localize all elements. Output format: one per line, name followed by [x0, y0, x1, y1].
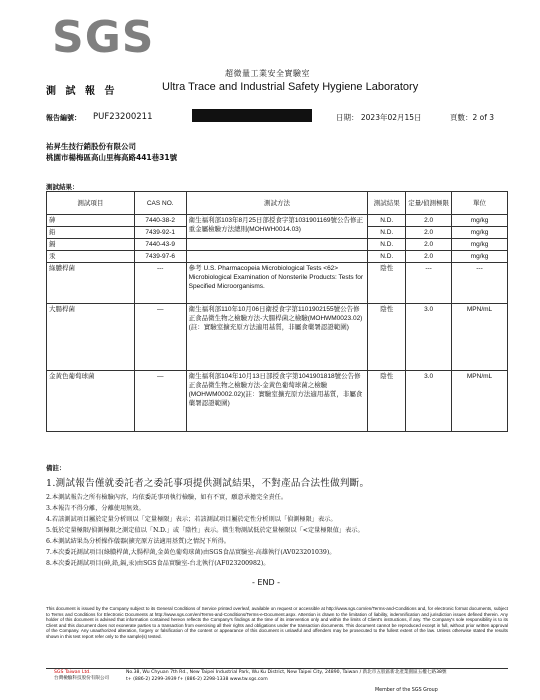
footer-brand-en: SGS Taiwan Ltd.	[54, 670, 91, 675]
col-header: 單位	[452, 192, 508, 215]
unit-cell: mg/kg	[452, 215, 508, 227]
note-item: 6.本測試結果為分析操作儀器(擴充原方法適用基質)之情況下所得。	[46, 538, 230, 545]
result-cell: N.D.	[368, 239, 406, 251]
footer-member: Member of the SGS Group	[375, 688, 438, 693]
item-cell: 綠膿桿菌	[47, 263, 135, 304]
note-main: 1.測試報告僅就委託者之委託事項提供測試結果，不對產品合法性做判斷。	[46, 478, 370, 489]
unit-cell: mg/kg	[452, 239, 508, 251]
cas-cell: ---	[134, 263, 186, 304]
report-no-label: 報告編號：	[46, 114, 81, 122]
table-row	[47, 239, 508, 251]
limit-cell: ---	[406, 263, 452, 304]
unit-cell: MPN/mL	[452, 304, 508, 371]
unit-cell: mg/kg	[452, 227, 508, 239]
report-no: PUF23200211	[93, 112, 153, 122]
company-name: 祐昇生技行銷股份有限公司	[46, 142, 136, 151]
barcode-bar	[192, 109, 312, 122]
cas-cell: 7440-38-2	[134, 215, 186, 227]
item-cell: 金黃色葡萄球菌	[47, 371, 135, 432]
company-address: 桃園市楊梅區高山里梅高路441巷31號	[46, 153, 178, 162]
item-cell: 砷	[47, 215, 135, 227]
end-mark: - END -	[252, 578, 281, 587]
cas-cell: 7439-92-1	[134, 227, 186, 239]
doc-title: 測 試 報 告	[46, 86, 118, 97]
cas-cell: 7439-97-6	[134, 251, 186, 263]
page-number: 頁數：2 of 3	[450, 113, 495, 122]
limit-cell: 2.0	[406, 227, 452, 239]
footer-contact: t+ (886-2) 2299-3939 f+ (886-2) 2298-1338 www.tw.sgs.com	[126, 677, 268, 682]
footer-brand-zh: 台灣檢驗科技股份有限公司	[54, 676, 110, 681]
limit-cell: 2.0	[406, 239, 452, 251]
limit-cell: 3.0	[406, 371, 452, 432]
method-cell-empty	[186, 251, 368, 263]
result-cell: N.D.	[368, 215, 406, 227]
unit-cell: mg/kg	[452, 251, 508, 263]
table-row	[47, 263, 508, 304]
note-item: 4.若該測試項目屬於定量分析則以「定量極限」表示；若該測試項目屬於定性分析則以「偵測極限」表示。	[46, 516, 337, 523]
footer-disclaimer: This document is issued by the Company subject to its General Conditions of Service printed overleaf, available on request or accessible at http://www.sgs.com/en/Terms-and-Conditions and, for electronic format documents, subject to Terms and Conditions for Electronic Documents at http://www.sgs.com/en/Terms-and-Conditions/Terms-e-Document.aspx. Attention is drawn to the limitation of liability, indemnification and jurisdiction issues defined therein. Any holder of this document is advised that information contained hereon reflects the Company's findings at the time of its intervention only and within the limits of Client's instructions, if any. The Company's sole responsibility is to its Client and this document does not exonerate parties to a transaction from exercising all their rights and obligations under the transaction documents. This document cannot be reproduced except in full, without prior written approval of the Company. Any unauthorized alteration, forgery or falsification of the content or appearance of this document is unlawful and offenders may be prosecuted to the fullest extent of the law. Unless otherwise stated the results shown in this test report refer only to the sample(s) tested.	[46, 606, 508, 639]
col-header: 測試結果	[368, 192, 406, 215]
table-row	[47, 304, 508, 371]
method-cell: 參考 U.S. Pharmacopeia Microbiological Tests <62> Microbiological Examination of Nonsterile Products: Tests for Specified Microorganisms.	[186, 263, 368, 304]
table-row	[47, 215, 508, 227]
method-cell-empty	[186, 239, 368, 251]
note-item: 8.本次委託測試項目(砷,鉛,鎘,汞)由SGS食品實驗室-台北執行(AF023200982)。	[46, 560, 270, 567]
item-cell: 鉛	[47, 227, 135, 239]
footer-brand	[54, 670, 109, 682]
method-cell: 衛生福利部110年10月06日衛授食字第1101902155號公告修正食品微生物之檢驗方法-大腸桿菌之檢驗(MOHWM0023.02)(註：實驗室擴充原方法適用基質，非屬食藥署認證範圍)	[186, 304, 368, 371]
note-item: 2.本測試報告之所有檢驗內容，均依委託事項執行檢驗，如有不實，願意承擔完全責任。	[46, 494, 288, 501]
col-header: 定量/偵測極限	[406, 192, 452, 215]
report-date: 日期： 2023年02月15日	[336, 113, 422, 122]
cas-cell: —	[134, 304, 186, 371]
limit-cell: 3.0	[406, 304, 452, 371]
col-header: 測試方法	[186, 192, 368, 215]
sgs-logo: SGS	[52, 12, 155, 63]
cas-cell: —	[134, 371, 186, 432]
footer-address: No.38, Wu Chyuan 7th Rd., New Taipei Industrial Park, Wu Ku District, New Taipei City, 24890, Taiwan / 新北市五股區新北產業園區五權七路38號	[126, 670, 447, 675]
col-header: CAS NO.	[134, 192, 186, 215]
table-header-row	[47, 192, 508, 215]
limit-cell: 2.0	[406, 215, 452, 227]
results-table	[46, 191, 508, 432]
note-item: 7.本次委託測試項目(綠膿桿菌,大腸桿菌,金黃色葡萄球菌)由SGS食品實驗室-高雄執行(AV023201039)。	[46, 549, 336, 556]
item-cell: 鎘	[47, 239, 135, 251]
result-cell: N.D.	[368, 227, 406, 239]
result-cell: 陰性	[368, 371, 406, 432]
result-cell: 陰性	[368, 263, 406, 304]
unit-cell: MPN/mL	[452, 371, 508, 432]
result-cell: 陰性	[368, 304, 406, 371]
table-row	[47, 251, 508, 263]
method-cell: 衛生福利部104年10月13日部授食字第1041901818號公告修正食品微生物之檢驗方法-金黃色葡萄球菌之檢驗(MOHWM0002.02)(註：實驗室擴充原方法適用基質，非屬食藥署認證範圍)	[186, 371, 368, 432]
note-item: 5.低於定量極限/偵測極限之測定值以「N.D.」或「陰性」表示。微生物測試低於定量極限以「<定量極限值」表示。	[46, 527, 364, 534]
item-cell: 大腸桿菌	[47, 304, 135, 371]
table-row	[47, 371, 508, 432]
method-cell: 衛生福利部103年8月25日部授食字第1031901169號公告修正重金屬檢驗方法總則(MOHWH0014.03)	[186, 215, 368, 239]
limit-cell: 2.0	[406, 251, 452, 263]
company-block	[46, 141, 177, 163]
result-cell: N.D.	[368, 251, 406, 263]
lab-name-zh: 超微量工業安全實驗室	[225, 69, 310, 78]
lab-name-en: Ultra Trace and Industrial Safety Hygiene Laboratory	[162, 81, 419, 93]
footer-divider	[46, 668, 508, 669]
results-label: 測試結果：	[46, 183, 79, 191]
col-header: 測試項目	[47, 192, 135, 215]
cas-cell: 7440-43-9	[134, 239, 186, 251]
notes-label: 備註：	[46, 464, 66, 472]
item-cell: 汞	[47, 251, 135, 263]
unit-cell: ---	[452, 263, 508, 304]
note-item: 3.本報告不得分離，分離使用無效。	[46, 505, 145, 512]
